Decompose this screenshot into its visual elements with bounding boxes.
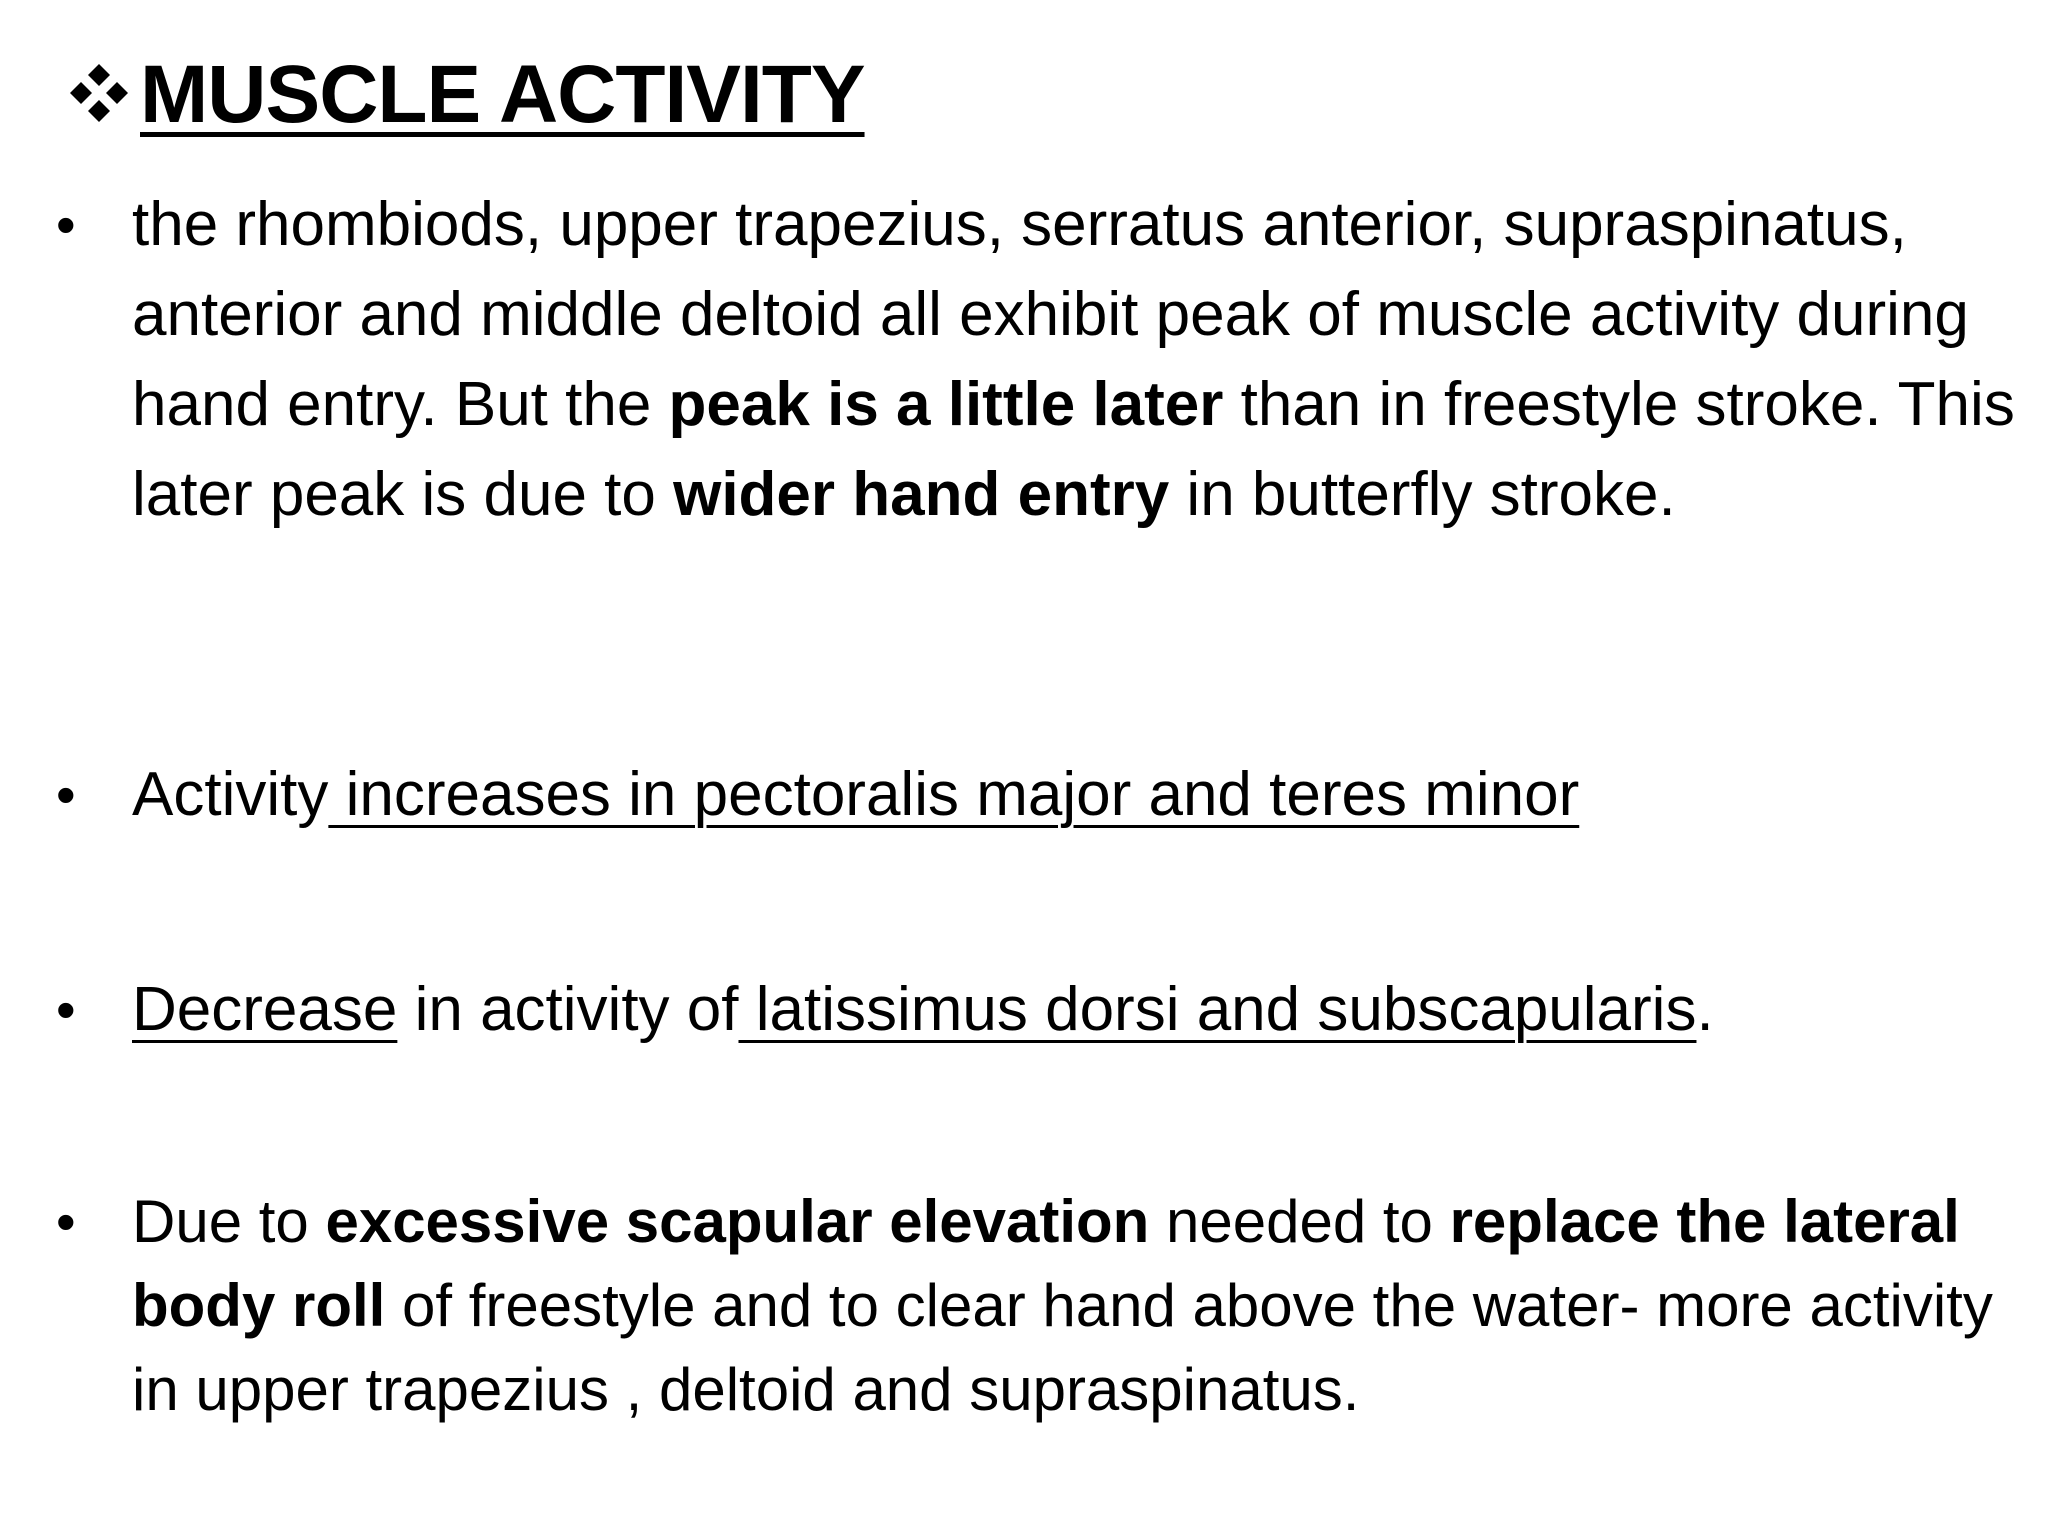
bullet-text: [132, 1180, 2032, 1432]
four-diamond-bullet-icon: [64, 58, 134, 128]
bullet-dot: •: [56, 978, 76, 1041]
bullet-item-2: [56, 750, 2016, 840]
text-run: the rhombiods, upper trapezius, serratus anterior, supraspinatus, anterior and middle deltoid all exhibit peak of muscle activity during hand entry. But the: [132, 190, 1969, 439]
text-run: in butterfly stroke.: [1169, 460, 1676, 529]
bullet-dot: •: [56, 1190, 76, 1253]
bullet-text: [132, 750, 2032, 840]
text-run: Due to: [132, 1188, 326, 1255]
bullet-text: [132, 965, 2032, 1055]
underlined-text-run: increases in pectoralis major and teres minor: [328, 760, 1580, 829]
bullet-item-3: [56, 965, 2016, 1055]
bullet-text: [132, 180, 2032, 540]
slide-title: MUSCLE ACTIVITY: [140, 49, 865, 140]
bullet-dot: •: [56, 193, 76, 256]
bold-text-run: wider hand entry: [673, 460, 1170, 529]
text-run: than in freestyle stroke. This later peak is due to: [132, 370, 2015, 529]
bold-text-run: excessive scapular elevation: [325, 1188, 1150, 1255]
bullet-dot: •: [56, 763, 76, 826]
bold-text-run: peak is a little later: [668, 370, 1224, 439]
slide-title-row: [64, 48, 865, 142]
text-run: .: [1696, 975, 1714, 1044]
text-run: in activity of: [397, 975, 739, 1044]
text-run: Activity: [132, 760, 329, 829]
underlined-text-run: latissimus dorsi and subscapularis: [738, 975, 1697, 1044]
bullet-item-1: [56, 180, 2016, 540]
text-run: of freestyle and to clear hand above the water- more activity in upper trapezius , deltoid and supraspinatus.: [132, 1272, 1993, 1423]
bold-text-run: replace the lateral body roll: [132, 1188, 1960, 1339]
underlined-text-run: Decrease: [132, 975, 398, 1044]
bullet-item-4: [56, 1180, 2016, 1432]
text-run: needed to: [1149, 1188, 1450, 1255]
